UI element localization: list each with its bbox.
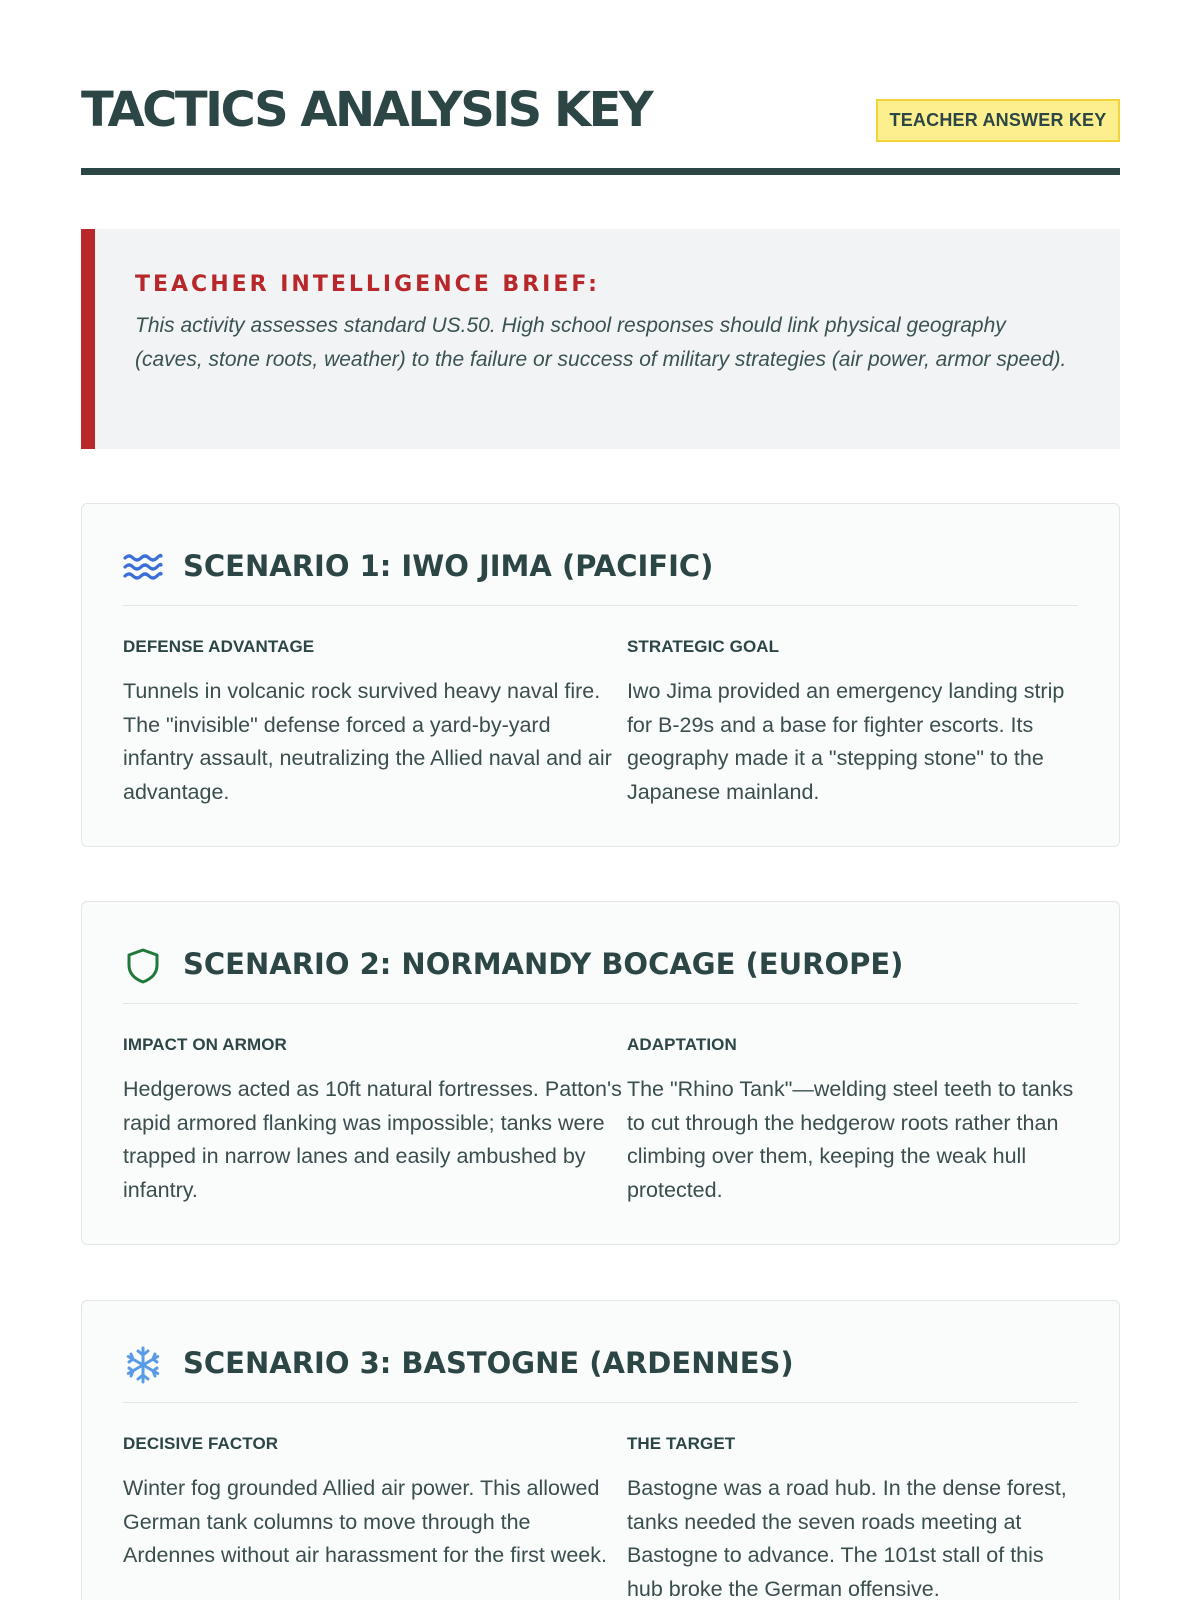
scenario-card-bastogne — [81, 1300, 1120, 1600]
header-divider — [81, 168, 1120, 175]
scenario-columns — [123, 1033, 1078, 1207]
answer-key-page — [81, 0, 1120, 1600]
column-text: Hedgerows acted as 10ft natural fortresses. Patton's rapid armored flanking was impossible; tanks were trapped in narrow lanes and easily ambushed by infantry. — [123, 1077, 622, 1202]
brief-title: TEACHER INTELLIGENCE BRIEF: — [135, 272, 600, 297]
column-text: The "Rhino Tank"—welding steel teeth to tanks to cut through the hedgerow roots rather than climbing over them, keeping the weak hull protected. — [626, 1077, 1074, 1202]
scenario-column-left — [123, 635, 627, 809]
scenario-card-iwo-jima — [81, 503, 1120, 847]
scenario-header — [123, 504, 1078, 606]
intelligence-brief — [81, 229, 1120, 449]
column-label: ADAPTATION — [626, 1035, 737, 1054]
column-text: Iwo Jima provided an emergency landing strip for B-29s and a base for fighter escorts. Its geography made it a "stepping stone" to the Japanese mainland. — [626, 679, 1065, 804]
scenario-column-left — [123, 1033, 627, 1207]
scenario-header — [123, 1301, 1078, 1403]
snowflake-icon — [123, 1345, 163, 1385]
brief-text: This activity assesses standard US.50. High school responses should link physical geography (caves, stone roots, weather) to the failure or success of military strategies (air power, armor speed). — [135, 314, 1067, 371]
waves-icon — [123, 548, 163, 588]
scenario-header — [123, 902, 1078, 1004]
column-label: THE TARGET — [626, 1434, 736, 1453]
page-title: TACTICS ANALYSIS KEY — [81, 82, 652, 138]
answer-key-badge: TEACHER ANSWER KEY — [876, 99, 1120, 142]
column-text: Tunnels in volcanic rock survived heavy naval fire. The "invisible" defense forced a yard-by-yard infantry assault, neutralizing the Allied naval and air advantage. — [123, 679, 612, 804]
scenario-column-right — [627, 1432, 1078, 1600]
column-label: DECISIVE FACTOR — [123, 1434, 279, 1453]
scenario-column-right — [627, 635, 1078, 809]
scenario-title: SCENARIO 2: NORMANDY BOCAGE (EUROPE) — [183, 947, 904, 981]
scenario-title: SCENARIO 1: IWO JIMA (PACIFIC) — [183, 549, 714, 583]
shield-icon — [123, 946, 163, 986]
column-text: Winter fog grounded Allied air power. This allowed German tank columns to move through the Ardennes without air harassment for the first week. — [123, 1476, 607, 1567]
column-text: Bastogne was a road hub. In the dense forest, tanks needed the seven roads meeting at Bastogne to advance. The 101st stall of this hub broke the German offensive. — [626, 1476, 1067, 1600]
scenario-card-normandy — [81, 901, 1120, 1245]
scenario-column-right — [627, 1033, 1078, 1207]
column-label: STRATEGIC GOAL — [626, 637, 780, 656]
scenario-columns — [123, 1432, 1078, 1600]
scenario-column-left — [123, 1432, 627, 1600]
column-label: IMPACT ON ARMOR — [123, 1035, 287, 1054]
scenario-columns — [123, 635, 1078, 809]
scenario-title: SCENARIO 3: BASTOGNE (ARDENNES) — [183, 1346, 794, 1380]
column-label: DEFENSE ADVANTAGE — [123, 637, 315, 656]
page-header — [81, 0, 1120, 176]
